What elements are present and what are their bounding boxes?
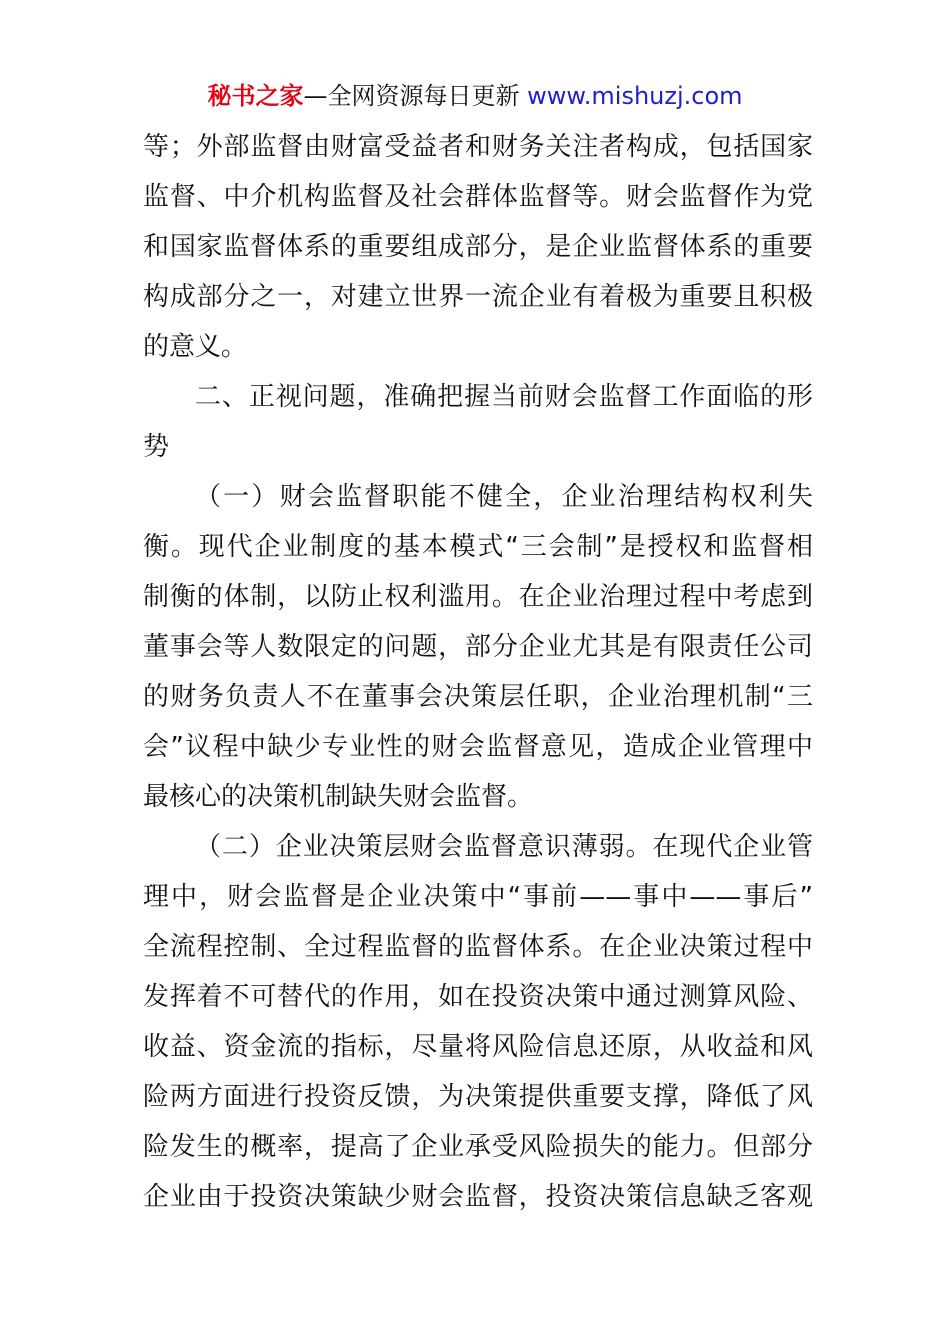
text-line: 制衡的体制，以防止权利滥用。在企业治理过程中考虑到: [143, 582, 813, 612]
text-line: 最核心的决策机制缺失财会监督。: [143, 782, 534, 812]
site-brand: 秘书之家: [207, 82, 304, 110]
text-line: 监督、中介机构监督及社会群体监督等。财会监督作为党: [143, 182, 813, 212]
text-line: 的财务负责人不在董事会决策层任职，企业治理机制“三: [143, 682, 813, 712]
text-line: 全流程控制、全过程监督的监督体系。在企业决策过程中: [143, 932, 813, 962]
document-body: [143, 122, 813, 1222]
section-heading-line: 势: [143, 432, 170, 462]
text-line: 会”议程中缺少专业性的财会监督意见，造成企业管理中: [143, 732, 813, 762]
text-line: 险发生的概率，提高了企业承受风险损失的能力。但部分: [143, 1132, 813, 1162]
text-line: 的意义。: [143, 332, 248, 362]
text-line: 等；外部监督由财富受益者和财务关注者构成，包括国家: [143, 132, 813, 162]
site-url-link[interactable]: www.mishuzj.com: [527, 82, 743, 110]
subsection-heading-line: （一）财会监督职能不健全，企业治理结构权利失: [195, 482, 813, 512]
text-line: 构成部分之一，对建立世界一流企业有着极为重要且积极: [143, 282, 813, 312]
text-line: 董事会等人数限定的问题，部分企业尤其是有限责任公司: [143, 632, 813, 662]
site-tagline: —全网资源每日更新: [303, 82, 528, 110]
text-line: 险两方面进行投资反馈，为决策提供重要支撑，降低了风: [143, 1082, 813, 1112]
text-line: 发挥着不可替代的作用，如在投资决策中通过测算风险、: [143, 982, 813, 1012]
site-header: [0, 78, 950, 114]
text-line: 企业由于投资决策缺少财会监督，投资决策信息缺乏客观: [143, 1182, 813, 1212]
text-line: 理中，财会监督是企业决策中“事前——事中——事后”: [143, 882, 813, 912]
text-line: 衡。现代企业制度的基本模式“三会制”是授权和监督相: [143, 532, 813, 562]
section-heading-line: 二、正视问题，准确把握当前财会监督工作面临的形: [195, 382, 813, 412]
subsection-heading-line: （二）企业决策层财会监督意识薄弱。在现代企业管: [195, 832, 813, 862]
text-line: 和国家监督体系的重要组成部分，是企业监督体系的重要: [143, 232, 813, 262]
text-line: 收益、资金流的指标，尽量将风险信息还原，从收益和风: [143, 1032, 813, 1062]
